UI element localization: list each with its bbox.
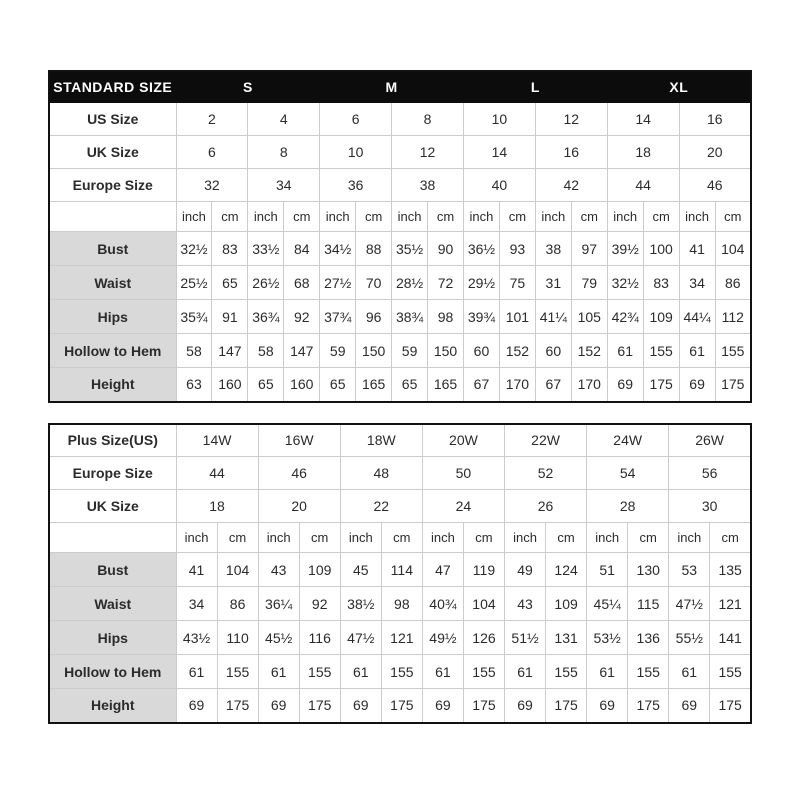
unit-header-cm: cm [571, 202, 607, 232]
measure-value-cell: 47½ [669, 587, 710, 621]
measure-value-cell: 110 [217, 621, 258, 655]
measure-value-cell: 69 [607, 368, 643, 402]
measure-row [49, 655, 751, 689]
size-value-cell: 38 [392, 169, 464, 202]
measure-value-cell: 28½ [392, 266, 428, 300]
measure-value-cell: 40¾ [422, 587, 463, 621]
size-value-cell: 16 [535, 136, 607, 169]
measure-value-cell: 61 [176, 655, 217, 689]
measure-row [49, 334, 751, 368]
measure-value-cell: 60 [464, 334, 500, 368]
measure-row-label: Bust [49, 232, 176, 266]
size-value-cell: 4 [248, 103, 320, 136]
measure-value-cell: 152 [571, 334, 607, 368]
measure-value-cell: 53 [669, 553, 710, 587]
measure-value-cell: 55½ [669, 621, 710, 655]
measure-value-cell: 61 [669, 655, 710, 689]
measure-value-cell: 45½ [258, 621, 299, 655]
unit-header-cm: cm [463, 523, 504, 553]
size-value-cell: 26W [669, 424, 751, 457]
measure-value-cell: 36¼ [258, 587, 299, 621]
measure-value-cell: 65 [320, 368, 356, 402]
measure-row-label: Hips [49, 621, 176, 655]
size-group-xl: XL [607, 71, 751, 103]
measure-value-cell: 165 [356, 368, 392, 402]
unit-header-inch: inch [392, 202, 428, 232]
measure-value-cell: 92 [284, 300, 320, 334]
measure-value-cell: 26½ [248, 266, 284, 300]
unit-header-cm: cm [299, 523, 340, 553]
measure-value-cell: 61 [587, 655, 628, 689]
size-value-cell: 32 [176, 169, 248, 202]
measure-value-cell: 49 [505, 553, 546, 587]
measure-value-cell: 152 [499, 334, 535, 368]
size-value-cell: 20 [258, 490, 340, 523]
measure-value-cell: 67 [535, 368, 571, 402]
size-value-cell: 12 [535, 103, 607, 136]
measure-value-cell: 170 [499, 368, 535, 402]
measure-value-cell: 155 [546, 655, 587, 689]
size-value-cell: 28 [587, 490, 669, 523]
size-value-cell: 44 [176, 457, 258, 490]
measure-value-cell: 69 [505, 689, 546, 723]
unit-header-inch: inch [464, 202, 500, 232]
measure-value-cell: 68 [284, 266, 320, 300]
measure-row [49, 621, 751, 655]
measure-value-cell: 61 [258, 655, 299, 689]
measure-value-cell: 97 [571, 232, 607, 266]
measure-value-cell: 69 [679, 368, 715, 402]
measure-value-cell: 131 [546, 621, 587, 655]
size-value-cell: 16W [258, 424, 340, 457]
measure-value-cell: 59 [392, 334, 428, 368]
measure-value-cell: 37¾ [320, 300, 356, 334]
unit-header-cm: cm [643, 202, 679, 232]
measure-value-cell: 41 [679, 232, 715, 266]
size-value-cell: 22 [340, 490, 422, 523]
size-value-cell: 18W [340, 424, 422, 457]
measure-value-cell: 49½ [422, 621, 463, 655]
measure-value-cell: 175 [381, 689, 422, 723]
measure-value-cell: 44¼ [679, 300, 715, 334]
unit-header-cm: cm [428, 202, 464, 232]
measure-value-cell: 155 [381, 655, 422, 689]
size-group-s: S [176, 71, 320, 103]
row-label: UK Size [49, 136, 176, 169]
size-value-cell: 36 [320, 169, 392, 202]
size-value-cell: 8 [392, 103, 464, 136]
measure-row-label: Waist [49, 266, 176, 300]
measure-value-cell: 155 [463, 655, 504, 689]
measure-value-cell: 58 [176, 334, 212, 368]
measure-value-cell: 38½ [340, 587, 381, 621]
unit-header-cm: cm [212, 202, 248, 232]
size-value-cell: 54 [587, 457, 669, 490]
measure-value-cell: 47½ [340, 621, 381, 655]
measure-value-cell: 175 [628, 689, 669, 723]
measure-value-cell: 83 [212, 232, 248, 266]
unit-header-cm: cm [546, 523, 587, 553]
size-row [49, 103, 751, 136]
unit-header-inch: inch [176, 523, 217, 553]
measure-value-cell: 65 [392, 368, 428, 402]
size-value-cell: 16 [679, 103, 751, 136]
unit-header-inch: inch [607, 202, 643, 232]
unit-header-inch: inch [679, 202, 715, 232]
measure-value-cell: 114 [381, 553, 422, 587]
measure-value-cell: 104 [463, 587, 504, 621]
measure-value-cell: 61 [607, 334, 643, 368]
size-chart-page [48, 0, 752, 724]
measure-row-label: Hips [49, 300, 176, 334]
measure-value-cell: 45¼ [587, 587, 628, 621]
measure-value-cell: 147 [284, 334, 320, 368]
size-row [49, 490, 751, 523]
measure-value-cell: 150 [428, 334, 464, 368]
measure-value-cell: 112 [715, 300, 751, 334]
measure-value-cell: 126 [463, 621, 504, 655]
measure-value-cell: 119 [463, 553, 504, 587]
measure-value-cell: 35½ [392, 232, 428, 266]
measure-row-label: Bust [49, 553, 176, 587]
unit-header-cm: cm [381, 523, 422, 553]
measure-value-cell: 36¾ [248, 300, 284, 334]
measure-value-cell: 124 [546, 553, 587, 587]
measure-value-cell: 101 [499, 300, 535, 334]
size-value-cell: 30 [669, 490, 751, 523]
measure-value-cell: 70 [356, 266, 392, 300]
unit-header-inch: inch [248, 202, 284, 232]
size-value-cell: 6 [176, 136, 248, 169]
unit-header-cm: cm [628, 523, 669, 553]
measure-value-cell: 109 [546, 587, 587, 621]
measure-value-cell: 31 [535, 266, 571, 300]
measure-value-cell: 165 [428, 368, 464, 402]
measure-value-cell: 155 [643, 334, 679, 368]
size-value-cell: 56 [669, 457, 751, 490]
measure-value-cell: 86 [715, 266, 751, 300]
measure-value-cell: 100 [643, 232, 679, 266]
measure-value-cell: 98 [428, 300, 464, 334]
measure-value-cell: 45 [340, 553, 381, 587]
measure-value-cell: 121 [710, 587, 751, 621]
measure-value-cell: 93 [499, 232, 535, 266]
measure-value-cell: 32½ [176, 232, 212, 266]
measure-value-cell: 175 [299, 689, 340, 723]
measure-row [49, 368, 751, 402]
measure-value-cell: 147 [212, 334, 248, 368]
measure-row [49, 587, 751, 621]
measure-value-cell: 116 [299, 621, 340, 655]
measure-value-cell: 33½ [248, 232, 284, 266]
measure-row-label: Height [49, 689, 176, 723]
measure-value-cell: 65 [248, 368, 284, 402]
measure-value-cell: 58 [248, 334, 284, 368]
unit-header-inch: inch [505, 523, 546, 553]
measure-value-cell: 43 [505, 587, 546, 621]
table-title-row [49, 71, 751, 103]
measure-row-label: Waist [49, 587, 176, 621]
measure-value-cell: 38 [535, 232, 571, 266]
row-label: UK Size [49, 490, 176, 523]
measure-value-cell: 63 [176, 368, 212, 402]
measure-value-cell: 51½ [505, 621, 546, 655]
measure-value-cell: 155 [217, 655, 258, 689]
row-label: US Size [49, 103, 176, 136]
unit-header-inch: inch [535, 202, 571, 232]
measure-value-cell: 27½ [320, 266, 356, 300]
measure-value-cell: 175 [710, 689, 751, 723]
measure-value-cell: 35¾ [176, 300, 212, 334]
size-value-cell: 46 [679, 169, 751, 202]
measure-value-cell: 69 [258, 689, 299, 723]
measure-value-cell: 96 [356, 300, 392, 334]
measure-value-cell: 105 [571, 300, 607, 334]
measure-value-cell: 90 [428, 232, 464, 266]
measure-value-cell: 104 [715, 232, 751, 266]
measure-value-cell: 69 [176, 689, 217, 723]
measure-value-cell: 39½ [607, 232, 643, 266]
measure-value-cell: 67 [464, 368, 500, 402]
unit-row-empty-label [49, 202, 176, 232]
plus-size-table [48, 423, 752, 724]
measure-value-cell: 155 [628, 655, 669, 689]
size-value-cell: 48 [340, 457, 422, 490]
measure-row-label: Hollow to Hem [49, 334, 176, 368]
measure-value-cell: 72 [428, 266, 464, 300]
measure-value-cell: 121 [381, 621, 422, 655]
measure-value-cell: 41 [176, 553, 217, 587]
measure-value-cell: 61 [505, 655, 546, 689]
measure-value-cell: 32½ [607, 266, 643, 300]
measure-value-cell: 170 [571, 368, 607, 402]
measure-value-cell: 34½ [320, 232, 356, 266]
measure-value-cell: 41¼ [535, 300, 571, 334]
measure-value-cell: 109 [643, 300, 679, 334]
table-title: STANDARD SIZE [49, 71, 176, 103]
measure-value-cell: 83 [643, 266, 679, 300]
size-value-cell: 10 [320, 136, 392, 169]
measure-value-cell: 109 [299, 553, 340, 587]
size-value-cell: 20W [422, 424, 504, 457]
size-value-cell: 14W [176, 424, 258, 457]
standard-size-table [48, 70, 752, 403]
measure-value-cell: 88 [356, 232, 392, 266]
measure-value-cell: 135 [710, 553, 751, 587]
size-value-cell: 18 [607, 136, 679, 169]
size-value-cell: 24W [587, 424, 669, 457]
size-value-cell: 2 [176, 103, 248, 136]
size-value-cell: 20 [679, 136, 751, 169]
measure-value-cell: 150 [356, 334, 392, 368]
measure-value-cell: 60 [535, 334, 571, 368]
size-value-cell: 8 [248, 136, 320, 169]
measure-value-cell: 155 [715, 334, 751, 368]
measure-value-cell: 98 [381, 587, 422, 621]
measure-value-cell: 25½ [176, 266, 212, 300]
unit-header-inch: inch [176, 202, 212, 232]
size-value-cell: 12 [392, 136, 464, 169]
measure-row [49, 232, 751, 266]
unit-header-inch: inch [258, 523, 299, 553]
measure-row [49, 300, 751, 334]
measure-value-cell: 104 [217, 553, 258, 587]
row-label: Europe Size [49, 169, 176, 202]
measure-value-cell: 39¾ [464, 300, 500, 334]
measure-value-cell: 175 [643, 368, 679, 402]
measure-value-cell: 36½ [464, 232, 500, 266]
measure-value-cell: 59 [320, 334, 356, 368]
size-value-cell: 18 [176, 490, 258, 523]
measure-value-cell: 86 [217, 587, 258, 621]
size-value-cell: 52 [505, 457, 587, 490]
measure-value-cell: 53½ [587, 621, 628, 655]
measure-value-cell: 160 [212, 368, 248, 402]
measure-value-cell: 141 [710, 621, 751, 655]
unit-header-inch: inch [669, 523, 710, 553]
unit-header-cm: cm [284, 202, 320, 232]
row-label: Plus Size(US) [49, 424, 176, 457]
size-group-m: M [320, 71, 464, 103]
measure-row-label: Hollow to Hem [49, 655, 176, 689]
measure-value-cell: 61 [340, 655, 381, 689]
measure-value-cell: 43 [258, 553, 299, 587]
measure-value-cell: 34 [679, 266, 715, 300]
size-value-cell: 14 [464, 136, 536, 169]
size-value-cell: 44 [607, 169, 679, 202]
measure-value-cell: 130 [628, 553, 669, 587]
size-value-cell: 34 [248, 169, 320, 202]
size-value-cell: 24 [422, 490, 504, 523]
measure-value-cell: 155 [299, 655, 340, 689]
row-label: Europe Size [49, 457, 176, 490]
measure-value-cell: 61 [679, 334, 715, 368]
measure-value-cell: 69 [340, 689, 381, 723]
size-value-cell: 22W [505, 424, 587, 457]
measure-value-cell: 61 [422, 655, 463, 689]
measure-value-cell: 79 [571, 266, 607, 300]
unit-header-inch: inch [320, 202, 356, 232]
size-value-cell: 42 [535, 169, 607, 202]
unit-header-cm: cm [715, 202, 751, 232]
measure-value-cell: 69 [587, 689, 628, 723]
measure-value-cell: 84 [284, 232, 320, 266]
measure-row [49, 266, 751, 300]
measure-value-cell: 38¾ [392, 300, 428, 334]
measure-value-cell: 51 [587, 553, 628, 587]
measure-value-cell: 115 [628, 587, 669, 621]
size-value-cell: 26 [505, 490, 587, 523]
size-group-l: L [464, 71, 608, 103]
size-value-cell: 50 [422, 457, 504, 490]
unit-header-cm: cm [356, 202, 392, 232]
measure-value-cell: 69 [669, 689, 710, 723]
measure-value-cell: 92 [299, 587, 340, 621]
measure-value-cell: 91 [212, 300, 248, 334]
measure-value-cell: 42¾ [607, 300, 643, 334]
size-row [49, 169, 751, 202]
size-row [49, 457, 751, 490]
measure-row-label: Height [49, 368, 176, 402]
size-row [49, 136, 751, 169]
size-value-cell: 6 [320, 103, 392, 136]
size-value-cell: 10 [464, 103, 536, 136]
measure-row [49, 553, 751, 587]
measure-value-cell: 175 [546, 689, 587, 723]
unit-header-inch: inch [422, 523, 463, 553]
measure-value-cell: 75 [499, 266, 535, 300]
unit-row-empty-label [49, 523, 176, 553]
size-value-cell: 46 [258, 457, 340, 490]
measure-value-cell: 34 [176, 587, 217, 621]
measure-value-cell: 160 [284, 368, 320, 402]
unit-header-row [49, 202, 751, 232]
measure-value-cell: 136 [628, 621, 669, 655]
measure-value-cell: 65 [212, 266, 248, 300]
measure-value-cell: 155 [710, 655, 751, 689]
unit-header-cm: cm [499, 202, 535, 232]
unit-header-cm: cm [217, 523, 258, 553]
measure-value-cell: 175 [715, 368, 751, 402]
unit-header-inch: inch [587, 523, 628, 553]
size-value-cell: 40 [464, 169, 536, 202]
measure-value-cell: 175 [463, 689, 504, 723]
measure-value-cell: 47 [422, 553, 463, 587]
size-row [49, 424, 751, 457]
measure-row [49, 689, 751, 723]
unit-header-cm: cm [710, 523, 751, 553]
measure-value-cell: 69 [422, 689, 463, 723]
size-value-cell: 14 [607, 103, 679, 136]
measure-value-cell: 175 [217, 689, 258, 723]
unit-header-row [49, 523, 751, 553]
measure-value-cell: 29½ [464, 266, 500, 300]
unit-header-inch: inch [340, 523, 381, 553]
measure-value-cell: 43½ [176, 621, 217, 655]
